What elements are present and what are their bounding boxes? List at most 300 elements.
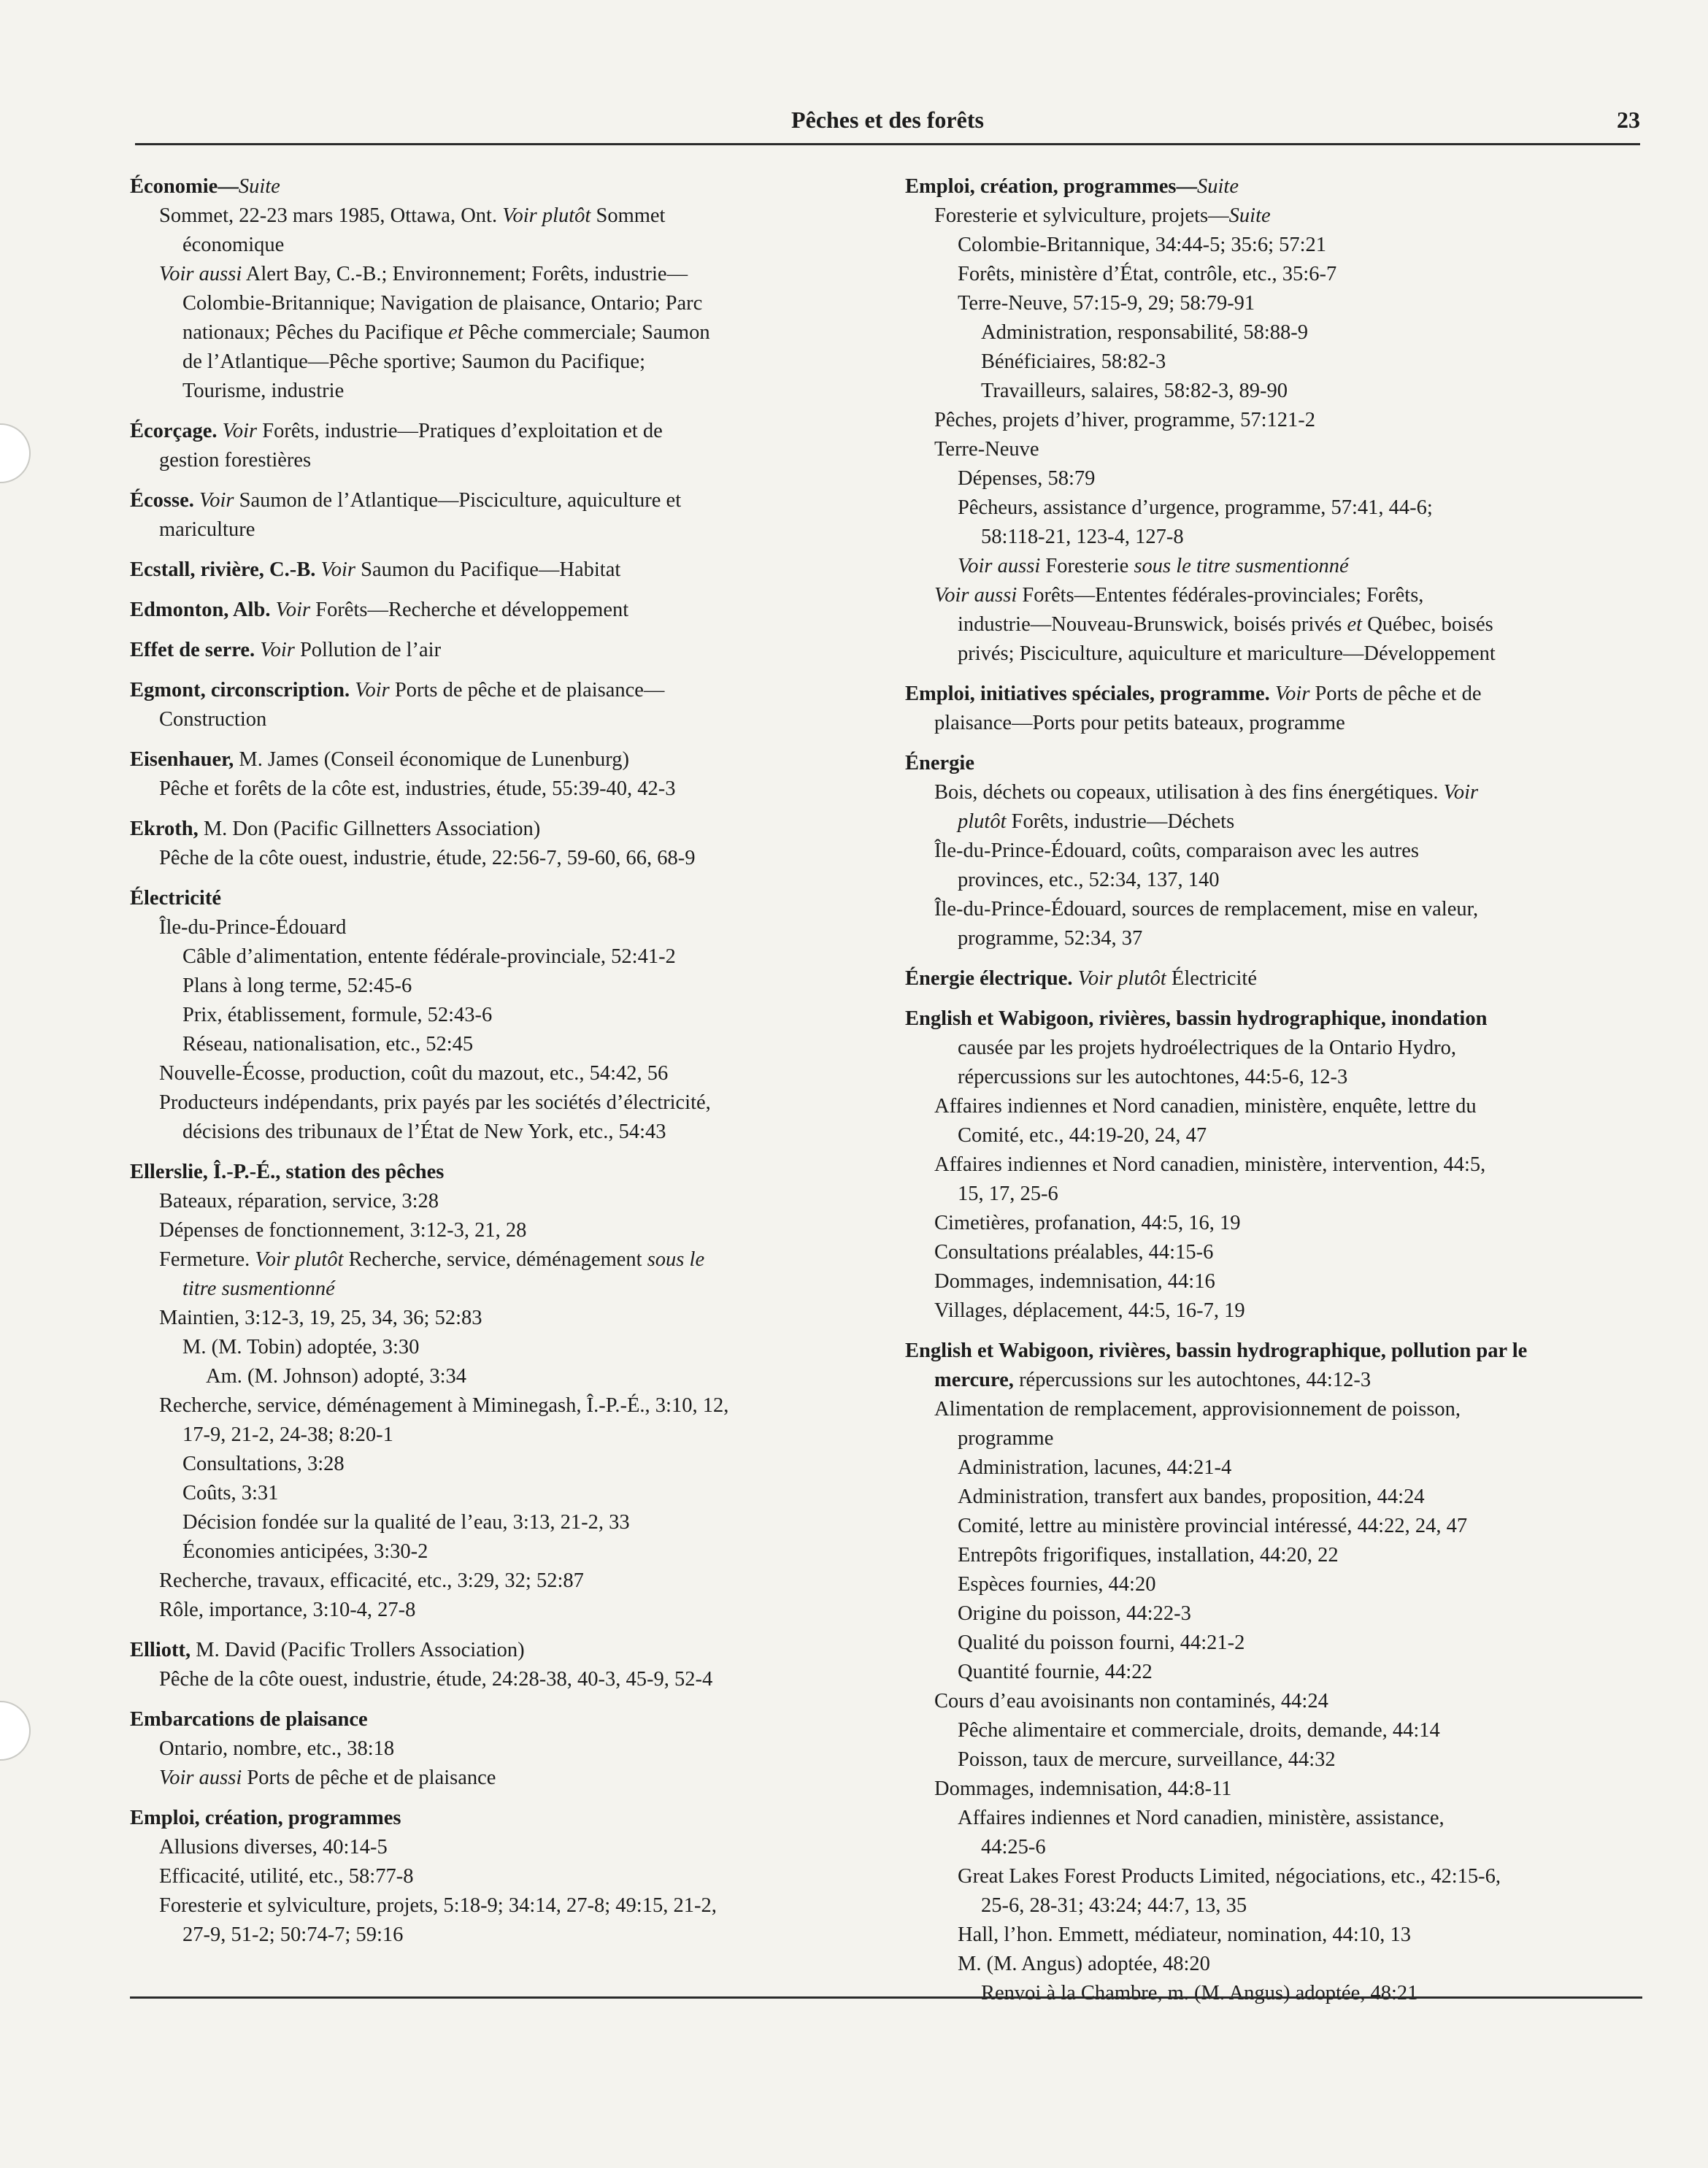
entry-text: gestion forestières [159,449,312,472]
entry-heading-line [130,172,853,201]
entry-head: Ellerslie, Î.-P.-É., station des pêches [130,1161,445,1183]
entry-text: M. James (Conseil économique de Lunenburg) [234,748,629,771]
entry-text: Great Lakes Forest Products Limited, négociations, etc., 42:15-6, [958,1865,1501,1888]
entry-heading-line [905,680,1642,709]
entry-text: Terre-Neuve [934,438,1039,461]
index-entry [905,1337,1642,2008]
entry-tail: Québec, boisés [1362,613,1493,636]
entry-text: privés; Pisciculture, aquiculture et mariculture—Développement [958,642,1496,665]
subentry-line [130,942,853,972]
entry-italic: Suite [1228,204,1271,227]
subentry-line [905,1570,1642,1599]
entry-head: Ekroth, [130,818,199,840]
subentry-line [130,1596,853,1625]
entry-head: Eisenhauer, [130,748,234,771]
entry-text: Dommages, indemnisation, 44:8-11 [934,1777,1232,1800]
subentry-line [130,1891,853,1921]
entry-text: Bateaux, réparation, service, 3:28 [159,1190,439,1212]
entry-tail: Sommet [591,204,666,227]
entry-text: 58:118-21, 123-4, 127-8 [981,526,1184,548]
page-number: 23 [1617,107,1640,133]
entry-heading-line [130,676,853,705]
entry-text: Allusions diverses, 40:14-5 [159,1836,388,1858]
index-entry [905,680,1642,738]
right-column [905,172,1642,2019]
entry-italic: Voir aussi [934,584,1018,607]
entry-text: nationaux; Pêches du Pacifique [182,321,449,344]
entry-head: Egmont, circonscription. [130,679,350,701]
index-entry [130,486,853,545]
entry-text: Fermeture. [159,1248,255,1271]
subentry-line [905,1921,1642,1950]
subentry-line [130,705,853,734]
subentry-line [905,1424,1642,1453]
entry-text: Quantité fournie, 44:22 [958,1661,1153,1683]
entry-italic: et [448,321,463,344]
entry-text: Foresterie et sylviculture, projets, 5:18-9; 34:14, 27-8; 49:15, 21-2, [159,1894,717,1917]
subentry-line [905,709,1642,738]
index-entry [130,172,853,406]
subentry-line [905,406,1642,435]
subentry-line [905,1395,1642,1424]
subentry-line [905,610,1642,639]
entry-heading-line [130,884,853,913]
subentry-line [130,1833,853,1862]
entry-tail: Forêts, industrie—Déchets [1006,810,1235,833]
index-entry [130,1705,853,1793]
entry-text: Île-du-Prince-Édouard, sources de remplacement, mise en valeur, [934,898,1479,920]
entry-text: programme, 52:34, 37 [958,927,1143,950]
subentry-line [130,1391,853,1421]
entry-text: Cours d’eau avoisinants non contaminés, 44:24 [934,1690,1328,1713]
entry-text: Administration, lacunes, 44:21-4 [958,1456,1232,1479]
subentry-line [130,1304,853,1333]
subentry-line [905,1979,1642,2008]
entry-heading-line [130,417,853,446]
subentry-line [905,1453,1642,1483]
subentry-line [905,1745,1642,1775]
index-entry [130,815,853,873]
entry-text: Sommet, 22-23 mars 1985, Ottawa, Ont. [159,204,503,227]
subentry-line [905,1716,1642,1745]
entry-text: Économies anticipées, 3:30-2 [182,1540,428,1563]
entry-text: répercussions sur les autochtones, 44:5-6, 12-3 [958,1066,1348,1088]
subentry-line [130,260,853,289]
subentry-line [905,201,1642,231]
entry-head: Ecstall, rivière, C.-B. [130,558,316,581]
entry-tail: Forêts—Recherche et développement [310,599,629,621]
subentry-line [905,1599,1642,1629]
subentry-line [130,1567,853,1596]
entry-text: Câble d’alimentation, entente fédérale-provinciale, 52:41-2 [182,945,676,968]
entry-text: Alimentation de remplacement, approvisionnement de poisson, [934,1398,1461,1421]
subentry-line [130,318,853,347]
entry-head: Embarcations de plaisance [130,1708,368,1731]
entry-italic: titre susmentionné [182,1277,335,1300]
entry-text: de l’Atlantique—Pêche sportive; Saumon du Pacifique; [182,350,645,373]
entry-italic: et [1347,613,1363,636]
entry-heading-line [130,745,853,774]
index-entry [130,676,853,734]
entry-italic: Voir plutôt [255,1248,344,1271]
entry-text: Plans à long terme, 52:45-6 [182,975,412,997]
subentry-line [905,1150,1642,1180]
entry-head: Emploi, création, programmes [130,1807,401,1829]
subentry-line [130,1187,853,1216]
entry-heading-line [130,1804,853,1833]
entry-italic: Voir plutôt [502,204,591,227]
left-column [130,172,853,1961]
subentry-line [905,552,1642,581]
subentry-line [130,1862,853,1891]
entry-heading-line [905,749,1642,778]
entry-tail: Alert Bay, C.-B.; Environnement; Forêts, industrie— [242,263,688,285]
entry-text: décisions des tribunaux de l’État de New York, etc., 54:43 [182,1120,666,1143]
entry-text: Comité, lettre au ministère provincial intéressé, 44:22, 24, 47 [958,1515,1468,1537]
subentry-line [905,639,1642,669]
subentry-line [130,1479,853,1508]
index-entry [130,596,853,625]
entry-text: Administration, responsabilité, 58:88-9 [981,321,1309,344]
subentry-line [130,1421,853,1450]
entry-italic: Voir [275,599,311,621]
subentry-line [130,1665,853,1694]
footer-rule [130,1996,1642,1999]
subentry-line [130,446,853,475]
subentry-line [905,1296,1642,1326]
entry-text: Prix, établissement, formule, 52:43-6 [182,1004,493,1026]
entry-text [270,599,275,621]
entry-italic: Voir [355,679,390,701]
subentry-line [905,1775,1642,1804]
subentry-line [130,1001,853,1030]
entry-italic: Voir [1274,683,1310,705]
entry-tail: Saumon de l’Atlantique—Pisciculture, aquiculture et [234,489,682,512]
subentry-line [130,231,853,260]
subentry-line [905,347,1642,377]
subentry-line [130,972,853,1001]
entry-text [217,420,222,442]
entry-text: Villages, déplacement, 44:5, 16-7, 19 [934,1299,1245,1322]
subentry-line [905,778,1642,807]
entry-head: Effet de serre. [130,639,255,661]
entry-heading-line [130,815,853,844]
entry-text: Origine du poisson, 44:22-3 [958,1602,1191,1625]
subentry-line [905,1238,1642,1267]
subentry-line [905,1658,1642,1687]
subentry-line [905,1512,1642,1541]
entry-tail: Ports de pêche et de [1309,683,1482,705]
index-entry [905,1004,1642,1326]
entry-head: Économie— [130,175,239,198]
entry-text: Pêcheurs, assistance d’urgence, programme, 57:41, 44-6; [958,496,1433,519]
entry-text: Recherche, travaux, efficacité, etc., 3:29, 32; 52:87 [159,1569,584,1592]
entry-text: Nouvelle-Écosse, production, coût du mazout, etc., 54:42, 56 [159,1062,669,1085]
entry-text: 17-9, 21-2, 24-38; 8:20-1 [182,1423,393,1446]
entry-text: Tourisme, industrie [182,380,345,402]
entry-italic: Voir aussi [159,263,242,285]
entry-tail: Ports de pêche et de plaisance [242,1767,496,1789]
subentry-line [905,289,1642,318]
subentry-line [905,1862,1642,1891]
entry-text: répercussions sur les autochtones, 44:12-3 [1013,1369,1372,1391]
entry-text: Dommages, indemnisation, 44:16 [934,1270,1215,1293]
index-entry [905,172,1642,669]
entry-text: Île-du-Prince-Édouard [159,916,347,939]
entry-heading-line [905,172,1642,201]
entry-text [194,489,199,512]
index-entry [130,1636,853,1694]
entry-heading-line [130,1158,853,1187]
entry-text: Construction [159,708,267,731]
entry-head: Elliott, [130,1639,191,1661]
entry-tail: Électricité [1166,967,1257,990]
entry-text: Dépenses, 58:79 [958,467,1096,490]
subentry-line [130,201,853,231]
entry-text: Espèces fournies, 44:20 [958,1573,1156,1596]
entry-text: Foresterie et sylviculture, projets— [934,204,1229,227]
subentry-line [130,913,853,942]
binder-hole [0,1701,31,1761]
entry-text: Décision fondée sur la qualité de l’eau, 3:13, 21-2, 33 [182,1511,630,1534]
entry-text: Pêche de la côte ouest, industrie, étude, 24:28-38, 40-3, 45-9, 52-4 [159,1668,713,1691]
entry-text: 44:25-6 [981,1836,1046,1858]
entry-text: Administration, transfert aux bandes, proposition, 44:24 [958,1485,1425,1508]
entry-text: Affaires indiennes et Nord canadien, ministère, enquête, lettre du [934,1095,1477,1118]
subentry-line [130,377,853,406]
entry-text [1073,967,1078,990]
subentry-line [130,1537,853,1567]
entry-text: Poisson, taux de mercure, surveillance, 44:32 [958,1748,1336,1771]
entry-tail: Saumon du Pacifique—Habitat [355,558,621,581]
entry-text: Bois, déchets ou copeaux, utilisation à des fins énergétiques. [934,781,1444,804]
entry-italic: plutôt [958,810,1007,833]
entry-tail: Recherche, service, déménagement [343,1248,647,1271]
entry-text: programme [958,1427,1054,1450]
subentry-line [905,1366,1642,1395]
entry-text: Pêches, projets d’hiver, programme, 57:121-2 [934,409,1316,431]
running-title: Pêches et des forêts [791,107,984,133]
subentry-line [130,515,853,545]
subentry-line [905,1063,1642,1092]
subentry-line [130,347,853,377]
entry-text: 27-9, 51-2; 50:74-7; 59:16 [182,1923,404,1946]
entry-text: Hall, l’hon. Emmett, médiateur, nomination, 44:10, 13 [958,1923,1412,1946]
index-entry [130,745,853,804]
subentry-line [905,895,1642,924]
entry-text: Île-du-Prince-Édouard, coûts, comparaison avec les autres [934,839,1419,862]
entry-italic2: sous le titre susmentionné [1134,555,1349,577]
entry-heading-line [130,1705,853,1734]
subentry-line [130,1245,853,1275]
subentry-line [905,1891,1642,1921]
subentry-line [905,807,1642,837]
entry-text: Pêche de la côte ouest, industrie, étude, 22:56-7, 59-60, 66, 68-9 [159,847,696,869]
index-entry [130,636,853,665]
subentry-line [130,1275,853,1304]
subentry-line [905,1209,1642,1238]
index-entry [130,1158,853,1625]
entry-head: Emploi, initiatives spéciales, programme. [905,683,1270,705]
entry-text: mariculture [159,518,255,541]
entry-text: causée par les projets hydroélectriques de la Ontario Hydro, [958,1037,1456,1059]
entry-italic: Voir [320,558,355,581]
entry-italic: Voir plutôt [1077,967,1166,990]
entry-text: Pêche alimentaire et commerciale, droits, demande, 44:14 [958,1719,1440,1742]
subentry-line [905,260,1642,289]
entry-tail: Forêts—Ententes fédérales-provinciales; Forêts, [1017,584,1424,607]
entry-text: M. Don (Pacific Gillnetters Association) [198,818,541,840]
subentry-line [905,1121,1642,1150]
subentry-line [905,1950,1642,1979]
index-entry [130,417,853,475]
entry-head: English et Wabigoon, rivières, bassin hydrographique, pollution par le [905,1339,1528,1362]
subentry-line [905,1541,1642,1570]
entry-text: Am. (M. Johnson) adopté, 3:34 [206,1365,467,1388]
entry-text: Affaires indiennes et Nord canadien, ministère, intervention, 44:5, [934,1153,1486,1176]
entry-italic: Voir [260,639,295,661]
entry-text: Producteurs indépendants, prix payés par les sociétés d’électricité, [159,1091,711,1114]
entry-text: provinces, etc., 52:34, 137, 140 [958,869,1220,891]
subentry-line [130,1921,853,1950]
subentry-line [130,1088,853,1118]
entry-italic: Voir [1443,781,1479,804]
entry-text [1270,683,1275,705]
entry-tail: Foresterie [1040,555,1134,577]
entry-text: M. (M. Tobin) adoptée, 3:30 [182,1336,420,1358]
index-entry [130,1804,853,1950]
subentry-line [905,581,1642,610]
entry-tail: Pollution de l’air [294,639,442,661]
entry-head: Écorçage. [130,420,218,442]
entry-head: mercure, [934,1369,1014,1391]
subentry-line [130,1362,853,1391]
entry-head: Écosse. [130,489,194,512]
entry-head: Emploi, création, programmes— [905,175,1198,198]
subentry-line [130,1450,853,1479]
entry-heading-line [130,1636,853,1665]
entry-head: Énergie électrique. [905,967,1073,990]
entry-text: Affaires indiennes et Nord canadien, ministère, assistance, [958,1807,1445,1829]
entry-text: Recherche, service, déménagement à Miminegash, Î.-P.-É., 3:10, 12, [159,1394,729,1417]
entry-text: 25-6, 28-31; 43:24; 44:7, 13, 35 [981,1894,1247,1917]
entry-text: industrie—Nouveau-Brunswick, boisés privés [958,613,1347,636]
index-entry [130,884,853,1147]
entry-head: English et Wabigoon, rivières, bassin hydrographique, inondation [905,1007,1488,1030]
subentry-line [130,1059,853,1088]
entry-tail: Forêts, industrie—Pratiques d’exploitation et de [257,420,663,442]
subentry-line [905,866,1642,895]
subentry-line [130,1333,853,1362]
binder-hole [0,423,31,483]
subentry-line [905,493,1642,523]
subentry-line [905,523,1642,552]
entry-text: Colombie-Britannique, 34:44-5; 35:6; 57:21 [958,234,1327,256]
entry-text: économique [182,234,285,256]
subentry-line [130,1030,853,1059]
entry-text: Ontario, nombre, etc., 38:18 [159,1737,395,1760]
subentry-line [905,837,1642,866]
page-header [135,102,1640,145]
subentry-line [130,1764,853,1793]
entry-text: Renvoi à la Chambre, m. (M. Angus) adoptée, 48:21 [981,1982,1418,2004]
subentry-line [130,289,853,318]
subentry-line [905,924,1642,953]
entry-text: Forêts, ministère d’État, contrôle, etc., 35:6-7 [958,263,1337,285]
entry-italic: Voir [199,489,234,512]
entry-text: 15, 17, 25-6 [958,1183,1058,1205]
entry-heading-line [905,964,1642,993]
subentry-line [130,1734,853,1764]
entry-heading-line [130,596,853,625]
entry-text: Entrepôts frigorifiques, installation, 44:20, 22 [958,1544,1339,1567]
entry-text: Efficacité, utilité, etc., 58:77-8 [159,1865,414,1888]
entry-heading-line [905,1337,1642,1366]
entry-tail: Pêche commerciale; Saumon [463,321,710,344]
entry-text: Maintien, 3:12-3, 19, 25, 34, 36; 52:83 [159,1307,482,1329]
entry-text: Consultations, 3:28 [182,1453,345,1475]
subentry-line [905,1180,1642,1209]
entry-text: Colombie-Britannique; Navigation de plaisance, Ontario; Parc [182,292,703,315]
entry-text: Cimetières, profanation, 44:5, 16, 19 [934,1212,1241,1234]
subentry-line [905,1092,1642,1121]
entry-text: Pêche et forêts de la côte est, industries, étude, 55:39-40, 42-3 [159,777,676,800]
entry-tail: Ports de pêche et de plaisance— [389,679,665,701]
entry-text: Coûts, 3:31 [182,1482,279,1504]
entry-heading-line [130,486,853,515]
subentry-line [905,1483,1642,1512]
subentry-line [905,231,1642,260]
index-entry [905,964,1642,993]
subentry-line [130,774,853,804]
entry-italic: Suite [1197,175,1239,198]
subentry-line [905,377,1642,406]
entry-text: Réseau, nationalisation, etc., 52:45 [182,1033,474,1056]
subentry-line [905,1267,1642,1296]
subentry-line [905,1833,1642,1862]
subentry-line [130,1508,853,1537]
entry-italic: Voir [222,420,258,442]
subentry-line [905,318,1642,347]
entry-head: Électricité [130,887,221,910]
entry-text: Qualité du poisson fourni, 44:21-2 [958,1631,1245,1654]
index-entry [130,556,853,585]
index-entry [905,749,1642,953]
entry-text: M. (M. Angus) adoptée, 48:20 [958,1953,1210,1975]
entry-italic: Voir aussi [958,555,1041,577]
subentry-line [905,435,1642,464]
subentry-line [130,1216,853,1245]
subentry-line [905,1034,1642,1063]
subentry-line [130,1118,853,1147]
subentry-line [130,844,853,873]
subentry-line [905,1629,1642,1658]
subentry-line [905,1804,1642,1833]
subentry-line [905,1687,1642,1716]
entry-head: Énergie [905,752,974,774]
entry-heading-line [905,1004,1642,1034]
entry-text: plaisance—Ports pour petits bateaux, programme [934,712,1345,734]
entry-heading-line [130,636,853,665]
entry-text: Comité, etc., 44:19-20, 24, 47 [958,1124,1207,1147]
subentry-line [905,464,1642,493]
entry-text: M. David (Pacific Trollers Association) [191,1639,525,1661]
entry-text: Terre-Neuve, 57:15-9, 29; 58:79-91 [958,292,1255,315]
entry-italic: Voir aussi [159,1767,242,1789]
entry-heading-line [130,556,853,585]
entry-text: Rôle, importance, 3:10-4, 27-8 [159,1599,416,1621]
entry-italic: Suite [238,175,280,198]
